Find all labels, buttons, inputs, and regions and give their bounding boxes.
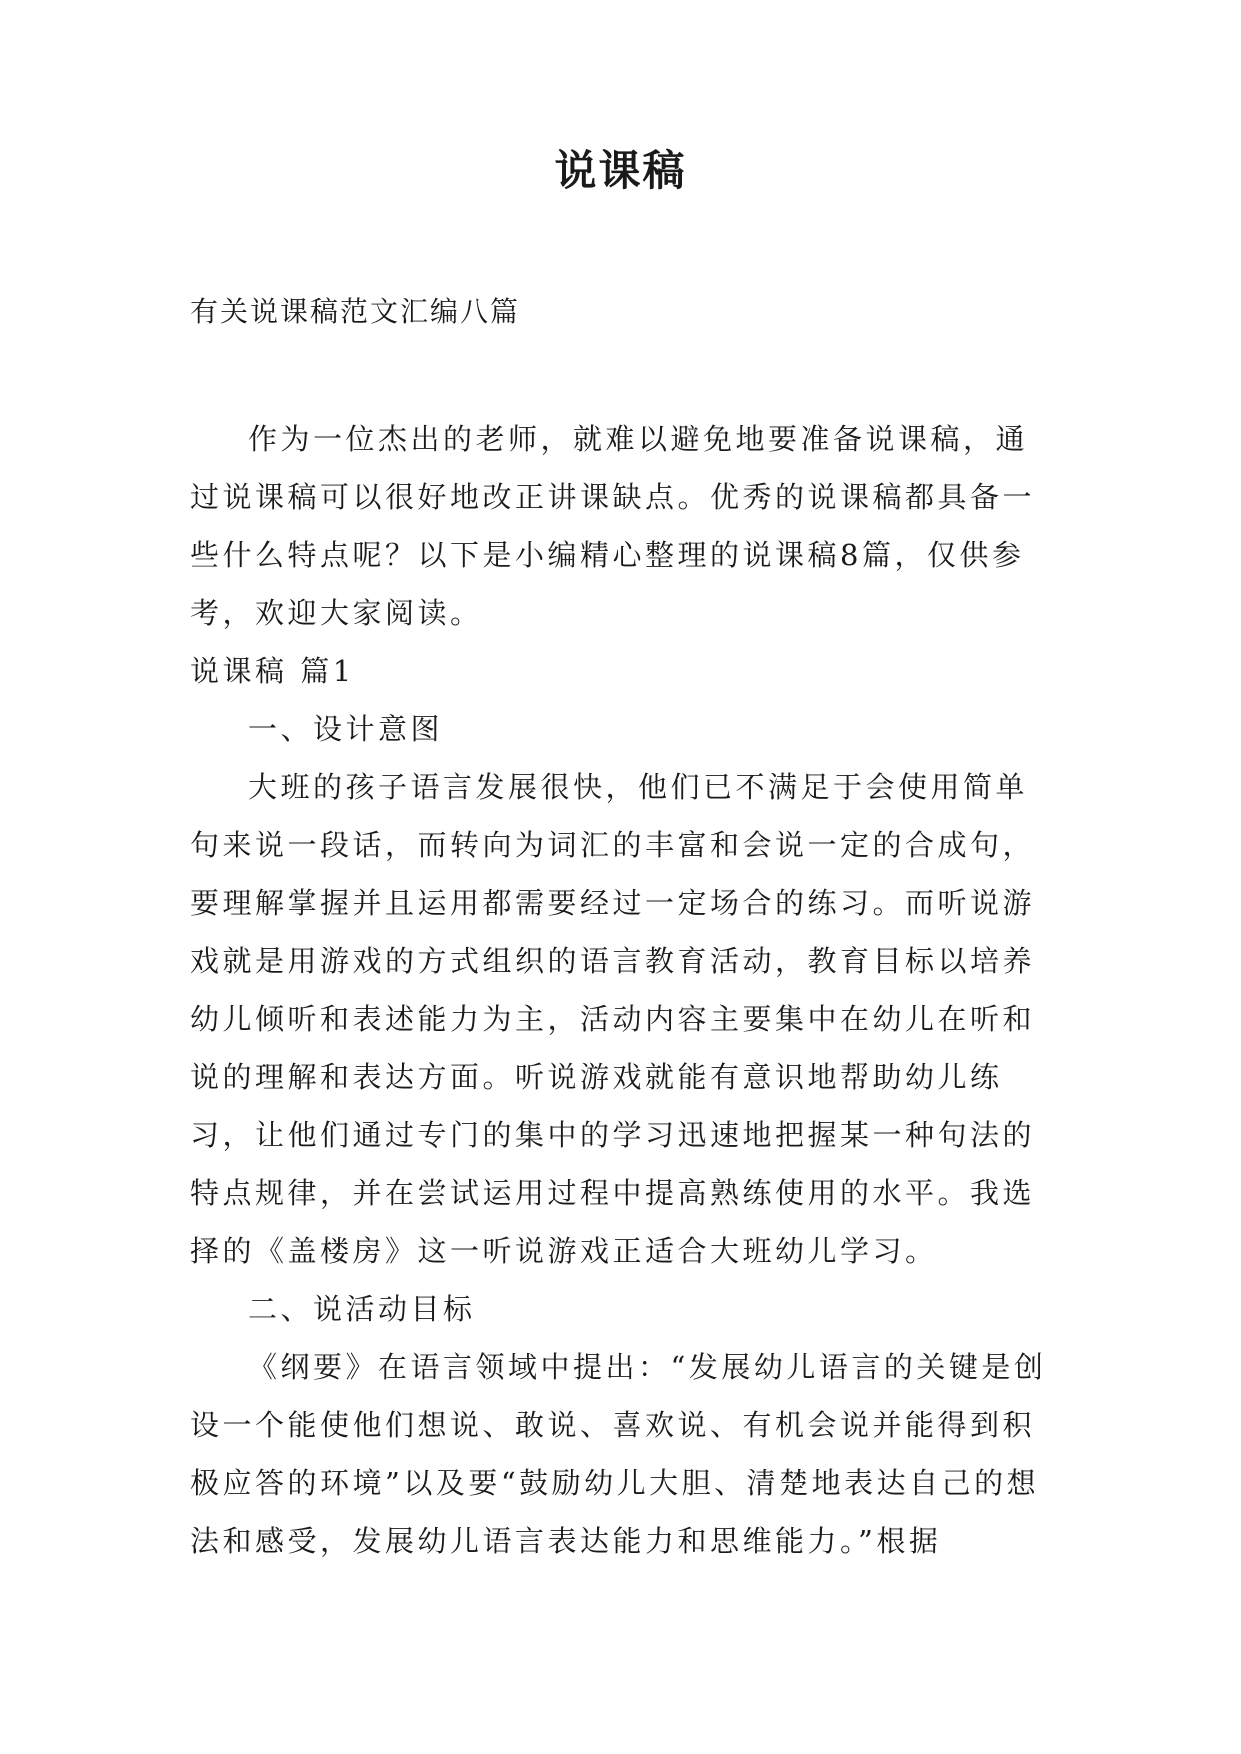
paragraph-design-intent: 大班的孩子语言发展很快，他们已不满足于会使用简单句来说一段话，而转向为词汇的丰富和会说一定的合成句，要理解掌握并且运用都需要经过一定场合的练习。而听说游戏就是用游戏的方式组织的语言教育活动，教育目标以培养幼儿倾听和表述能力为主，活动内容主要集中在幼儿在听和说的理解和表达方面。听说游戏就能有意识地帮助幼儿练习，让他们通过专门的集中的学习迅速地把握某一种句法的特点规律，并在尝试运用过程中提高熟练使用的水平。我选择的《盖楼房》这一听说游戏正适合大班幼儿学习。 [190, 770, 1036, 1268]
intro-paragraph: 作为一位杰出的老师，就难以避免地要准备说课稿，通过说课稿可以很好地改正讲课缺点。优秀的说课稿都具备一些什么特点呢？以下是小编精心整理的说课稿8篇，仅供参考，欢迎大家阅读。 [190, 422, 1036, 630]
document-body [190, 410, 1050, 1570]
document-subtitle: 有关说课稿范文汇编八篇 [190, 295, 521, 328]
heading-activity-goals: 二、说活动目标 [248, 1292, 476, 1326]
document-title: 说课稿 [554, 146, 687, 195]
section-heading: 说课稿 篇1 [190, 654, 355, 688]
paragraph-activity-goals: 《纲要》在语言领域中提出：“发展幼儿语言的关键是创设一个能使他们想说、敢说、喜欢说、有机会说并能得到积极应答的环境”以及要“鼓励幼儿大胆、清楚地表达自己的想法和感受，发展幼儿语言表达能力和思维能力。”根据 [190, 1350, 1047, 1558]
heading-design-intent: 一、设计意图 [248, 712, 444, 746]
